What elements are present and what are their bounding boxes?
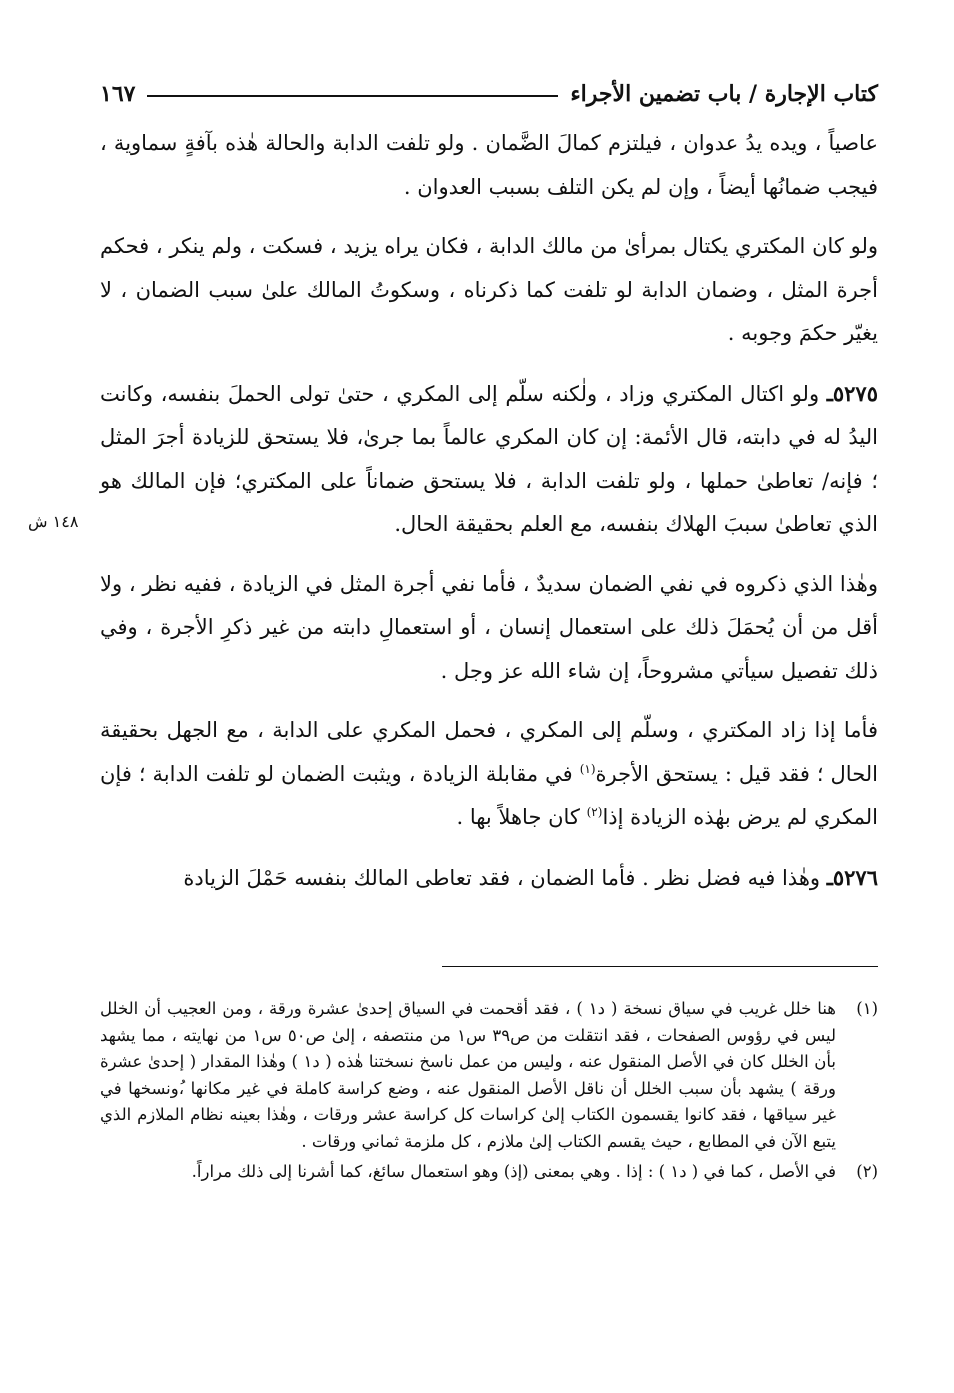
section-number: ٥٢٧٥ـ [826,380,878,406]
footnote-ref-1[interactable]: (١) [579,761,596,776]
footnote-ref-2[interactable]: (٢) [586,805,603,819]
footnotes [100,996,878,1190]
footnote-number: (١) [856,999,878,1018]
page-number: ١٦٧ [100,81,136,107]
paragraph-5275: ٥٢٧٥ـ ولو اكتال المكتري وزاد ، ولٰكنه سلّم إلى المكري ، حتىٰ تولى الحملَ بنفسه، وكانت اليدُ له في دابته، قال الأئمة: إن كان المكري عالماً بما جرىٰ، فلا يستحق للزيادة أجرَ المثل ؛ فإنه/ تعاطىٰ حملها ، ولو تلفت الدابة ، فلا يستحق ضماناً على المكتري؛ فإن المالك هو الذي تعاطىٰ سببَ الهلاك بنفسه، مع العلم بحقيقة الحال. [100,380,878,536]
paragraph-5276: ٥٢٧٦ـ وهٰذا فيه فضل نظر . فأما الضمان ، فقد تعاطى المالك بنفسه حَمْلَ الزيادة [183,864,878,890]
paragraph-5: فأما إذا زاد المكتري ، وسلّم إلى المكري ، فحمل المكري على الدابة ، مع الجهل بحقيقة الحال ؛ فقد قيل : يستحق الأجرة$^{(١)}$ في مقابلة الزيادة ، ويثبت الضمان لو تلفت الدابة ؛ فإن المكري لم يرض بهٰذه الزيادة إذا$^{(٢)}$ كان جاهلاً بها . [100,718,878,829]
main-text [100,122,878,900]
footnote-1 [100,996,878,1155]
footnote-text: هنا خلل غريب في سياق نسخة ( د١ ) ، فقد أقحمت في السياق إحدىٰ عشرة ورقة ، ومن العجيب أن الخلل ليس في رؤوس الصفحات ، فقد انتقلت من ص٣٩ س١ من منتصفه ، إلىٰ ص٥٠ س١ من نهايته ، مما يشهد بأن الخلل كان في الأصل المنقول عنه ، وليس من عمل ناسخ نسختنا هٰذه ( د١ ) وهٰذا المقدار ( إحدىٰ عشرة ورقة ) يشهد بأن سبب الخلل أن ناقل الأصل المنقول عنه ، وضع كراسة كاملة في غير مكانها ،ُونسخها في غير سياقها ، فقد كانوا يقسمون الكتاب إلىٰ كراسات كل كراسة عشر ورقات ، وهٰذا بعينه نظام الملازم الذي يتبع الآن في المطابع ، حيث يقسم الكتاب إلىٰ ملازم ، كل ملزمة ثماني ورقات . [100,999,836,1151]
chapter-title: كتاب الإجارة / باب تضمين الأجراء [570,81,878,107]
footnote-text: في الأصل ، كما في ( د١ ) : إذا . وهي بمعنى (إذ) وهو استعمال سائغ، كما أشرنا إلى ذلك مراراً. [191,1162,836,1181]
footnote-number: (٢) [856,1162,878,1181]
footnote-2 [100,1159,878,1186]
paragraph-1: عاصياً ، ويده يدُ عدوان ، فيلتزم كمالَ الضَّمان . ولو تلفت الدابة والحالة هٰذه بآفةٍ سماوية ، فيجب ضمانُها أيضاً ، وإن لم يكن التلف بسبب العدوان . [100,131,878,199]
page-body [100,74,878,916]
running-header [100,74,878,114]
section-number: ٥٢٧٦ـ [826,864,878,890]
paragraph-4: وهٰذا الذي ذكروه في نفي الضمان سديدٌ ، فأما نفي أجرة المثل في الزيادة ، ففيه نظر ، ولا أقل من أن يُحمَلَ ذلك على استعمال إنسان ، أو استعمالِ دابته من غير ذكرِ الأجرة ، وفي ذلك تفصيل سيأتي مشروحاً، إن شاء الله عز وجل . [100,571,878,683]
marginal-note: ١٤٨ ش [28,512,79,531]
paragraph-2: ولو كان المكتري يكتال بمرأىٰ من مالك الدابة ، فكان يراه يزيد ، فسكت ، ولم ينكر ، فحكم أجرة المثل ، وضمان الدابة لو تلفت كما ذكرناه ، وسكوتُ المالك علىٰ سبب الضمان ، لا يغيّر حكمَ وجوبه . [100,234,878,345]
header-rule [147,95,558,97]
footnote-separator [442,966,878,967]
